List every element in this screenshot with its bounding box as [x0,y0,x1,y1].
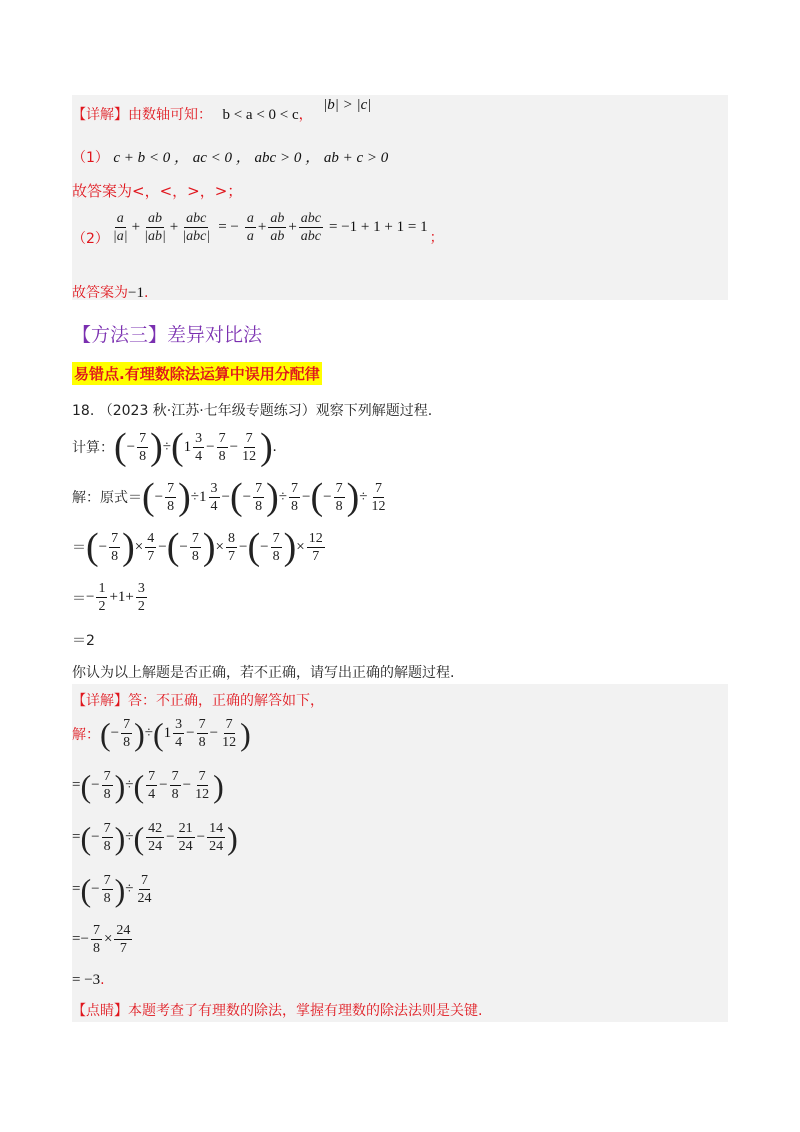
inequality-1: b < a < 0 < c [222,107,299,123]
detail-tag: 【详解】 [72,693,128,709]
question-header [72,400,432,420]
box2-line-4: = ( − $\frac{7}{8}$ ) ÷ $\frac{7}{24}$ [72,871,152,908]
eq-sign: ＝ [72,590,86,607]
plus-sign: + [169,218,179,235]
calc-line: 计算： ( − $\frac{7}{8}$ ) ÷ ( 1 $\frac{3}{4}$ − $\frac{7}{8}$ − $\frac{7}{12}$ ) . [72,426,277,468]
part2-fracs-2 [243,210,325,245]
question-text: 你认为以上解题是否正确，若不正确，请写出正确的解题过程. [72,665,455,681]
calc-label: 计算： [72,440,114,456]
answer-line-1: 故答案为<，<，>，>； [72,182,243,200]
box2-line-5: = − $\frac{7}{8}$ × $\frac{24}{7}$ [72,923,131,956]
question-number: 18. [72,403,95,419]
comment-text: 本题考查了有理数的除法，掌握有理数的除法法则是关键. [128,1003,483,1019]
plus-sign: + [288,218,297,235]
answer2-end: . [143,285,149,301]
tip-highlight: 易错点.有理数除法运算中误用分配律 [72,362,322,385]
sep: ， [298,107,313,123]
fraction: $\frac{ab}{ab}$ [270,210,285,244]
box2-line-2: = ( − $\frac{7}{8}$ ) ÷ ( $\frac{7}{4}$ − $\frac{7}{8}$ − $\frac{7}{12}$ ) [72,767,224,804]
detail-tag: 【详解】 [72,107,128,123]
solve-line-3: ＝ − $\frac{1}{2}$ +1+ $\frac{3}{2}$ [72,581,145,614]
comment-line [72,1000,482,1020]
part1-expr: c + b < 0 ， ac < 0 ， abc > 0 ， ab + c > 0 [113,150,389,166]
fraction: $\frac{ab}{|ab|}$ [144,210,166,244]
fraction: $\frac{7}{8}$ [139,430,147,464]
fraction: $\frac{\text{abc}}{\text{abc}}$ [300,210,322,244]
eq-sign: ＝ [72,540,86,556]
fraction: $\frac{a}{a}$ [246,210,254,244]
plus-sign: + [257,218,267,235]
method-title: 【方法三】差异对比法 [72,324,263,346]
answer-line-2 [72,282,148,302]
box2-line-3: = ( − $\frac{7}{8}$ ) ÷ ( $\frac{42}{24}$ − $\frac{21}{24}$ − $\frac{14}{24}$ ) [72,819,238,856]
fraction: $\frac{a}{|a|}$ [112,210,128,244]
fraction: $\frac{3}{4}$ [195,430,203,464]
solve-result: ＝2 [72,633,95,649]
question-source: （2023 秋·江苏·七年级专题练习）观察下列解题过程. [98,403,433,419]
part2-result: = −1 + 1 + 1 = 1 [329,218,428,235]
fraction: $\frac{7}{12}$ [242,430,257,464]
solve-label: 解：原式＝ [72,490,142,506]
box2-final: = −3. [72,972,105,988]
part2-end: ； [429,230,444,246]
comment-tag: 【点睛】 [72,1003,128,1019]
part2-label: （2） [72,231,109,247]
detail-text: 答：不正确，正确的解答如下， [128,693,324,709]
part2-eq: = − [218,218,239,235]
detail-line-2 [72,690,324,710]
part1-line [72,146,388,167]
solve-line-2: ＝ ( − $\frac{7}{8}$ ) × $\frac{4}{7}$ − ( − $\frac{7}{8}$ ) × $\frac{8}{7}$ − ( − $\frac{7}{8}$ ) × $\frac{12}{7}$ [72,526,323,568]
box2-line-1: 解： ( − $\frac{7}{8}$ ) ÷ ( 1 $\frac{3}{4}$ − $\frac{7}{8}$ − $\frac{7}{12}$ ) [72,715,251,752]
solve-label-2: 解： [72,726,100,743]
part2-line [72,206,444,248]
plus-sign: + [131,218,141,235]
part1-label: （1） [72,150,109,166]
part2-fracs [109,210,214,245]
answer2-text: 故答案为 [72,285,128,301]
inequality-2: |b| > |c| [323,97,372,113]
detail-text: 由数轴可知： [128,107,212,123]
answer2-val: −1 [128,285,144,301]
fraction: $\frac{7}{8}$ [218,430,226,464]
detail-line-1 [72,97,372,124]
solve-line-1: 解：原式＝ ( − $\frac{7}{8}$ ) ÷1 $\frac{3}{4}$ − ( − $\frac{7}{8}$ ) ÷ $\frac{7}{8}$ − ( − $\frac{7}{8}$ ) ÷ $\frac{7}{12}$ [72,476,386,518]
fraction: $\frac{\text{abc}}{\text{|abc|}}$ [182,210,211,244]
